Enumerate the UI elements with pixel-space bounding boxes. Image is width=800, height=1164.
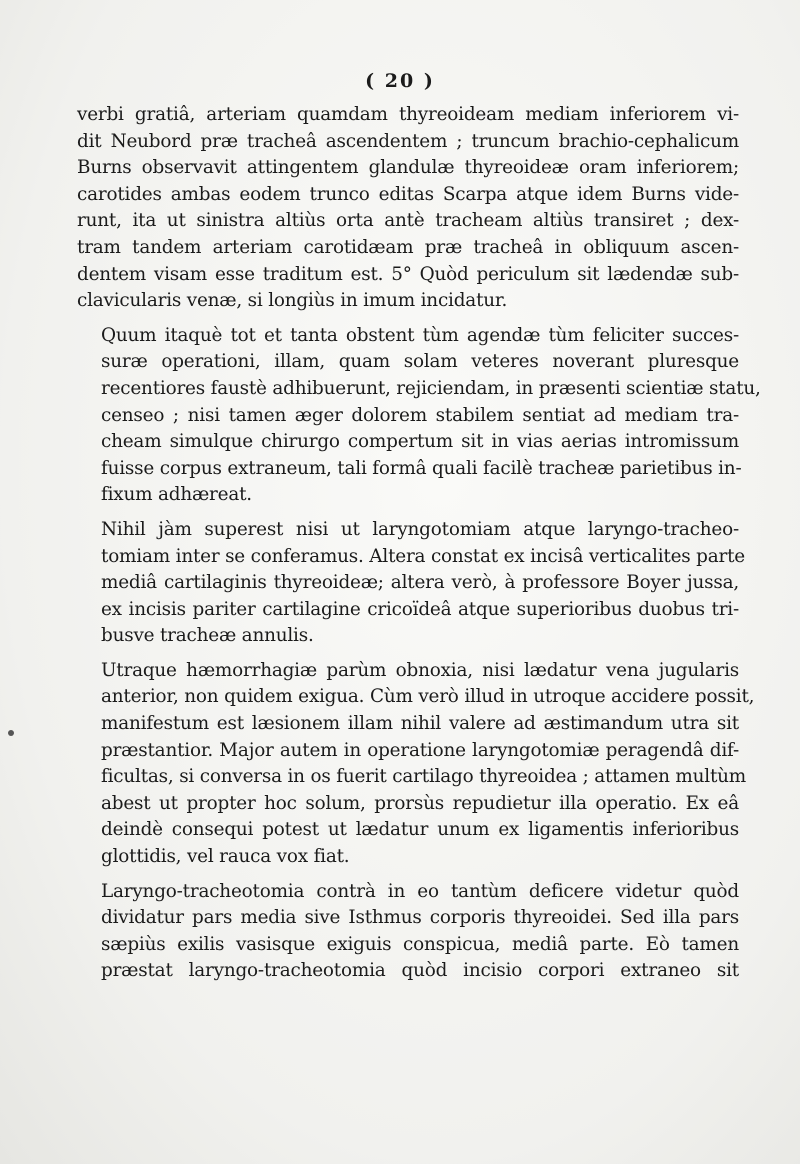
text-line: præstantior. Major autem in operatione laryngotomiæ peragendâ dif- [101, 739, 739, 761]
text-line: censeo ; nisi tamen æger dolorem stabilem sentiat ad mediam tra- [101, 404, 739, 426]
text-line: fixum adhæreat. [101, 484, 252, 506]
text-line: suræ operationi, illam, quam solam veteres noverant pluresque [101, 351, 739, 373]
text-line: præstat laryngo-tracheotomia quòd incisio corpori extraneo sit [101, 960, 739, 982]
text-line: dividatur pars media sive Isthmus corporis thyreoidei. Sed illa pars [101, 907, 739, 929]
text-line: Burns observavit attingentem glandulæ thyreoideæ oram inferiorem; [77, 157, 739, 179]
text-line: fuisse corpus extraneum, tali formâ quali facilè tracheæ parietibus in- [101, 457, 742, 479]
text-line: mediâ cartilaginis thyreoideæ; altera verò, à professore Boyer jussa, [101, 572, 739, 594]
text-line: ficultas, si conversa in os fuerit cartilago thyreoidea ; attamen multùm [101, 766, 747, 788]
text-line: abest ut propter hoc solum, prorsùs repudietur illa operatio. Ex eâ [101, 792, 739, 814]
text-line: tram tandem arteriam carotidæam præ tracheâ in obliquum ascen- [77, 236, 739, 258]
text-line: Quum itaquè tot et tanta obstent tùm agendæ tùm feliciter succes- [101, 324, 739, 346]
text-line: runt, ita ut sinistra altiùs orta antè tracheam altiùs transiret ; dex- [77, 210, 739, 232]
text-line: recentiores faustè adhibuerunt, rejiciendam, in præsenti scientiæ statu, [101, 377, 761, 399]
paragraph-5 [77, 879, 739, 985]
text-line: dit Neubord præ tracheâ ascendentem ; truncum brachio-cephalicum [77, 130, 739, 152]
ink-speck [8, 730, 14, 736]
paragraph-2 [77, 323, 761, 509]
text-line: Laryngo-tracheotomia contrà in eo tantùm deficere videtur quòd [101, 880, 739, 902]
text-line: tomiam inter se conferamus. Altera constat ex incisâ verticalites parte [101, 545, 745, 567]
text-line: Utraque hæmorrhagiæ parùm obnoxia, nisi lædatur vena jugularis [101, 659, 739, 681]
text-line: ex incisis pariter cartilagine cricoïdeâ atque superioribus duobus tri- [101, 598, 739, 620]
text-line: Nihil jàm superest nisi ut laryngotomiam atque laryngo-tracheo- [101, 518, 739, 540]
text-line: clavicularis venæ, si longiùs in imum incidatur. [77, 290, 508, 312]
text-line: verbi gratiâ, arteriam quamdam thyreoideam mediam inferiorem vi- [77, 104, 739, 125]
page-number: ( 20 ) [365, 70, 435, 92]
text-line: busve tracheæ annulis. [101, 625, 314, 647]
paragraph-1 [77, 102, 739, 315]
text-line: dentem visam esse traditum est. 5° Quòd periculum sit lædendæ sub- [77, 263, 739, 285]
paragraph-4 [77, 658, 755, 871]
body-text [77, 102, 761, 993]
text-line: deindè consequi potest ut lædatur unum ex ligamentis inferioribus [101, 819, 739, 841]
text-line: anterior, non quidem exigua. Cùm verò illud in utroque accidere possit, [101, 686, 755, 708]
text-line: cheam simulque chirurgo compertum sit in vias aerias intromissum [101, 431, 739, 453]
paragraph-3 [77, 517, 745, 650]
text-line: carotides ambas eodem trunco editas Scarpa atque idem Burns vide- [77, 183, 739, 205]
text-line: glottidis, vel rauca vox fiat. [101, 846, 350, 868]
text-line: sæpiùs exilis vasisque exiguis conspicua, mediâ parte. Eò tamen [101, 933, 739, 955]
text-line: manifestum est læsionem illam nihil valere ad æstimandum utra sit [101, 713, 739, 735]
